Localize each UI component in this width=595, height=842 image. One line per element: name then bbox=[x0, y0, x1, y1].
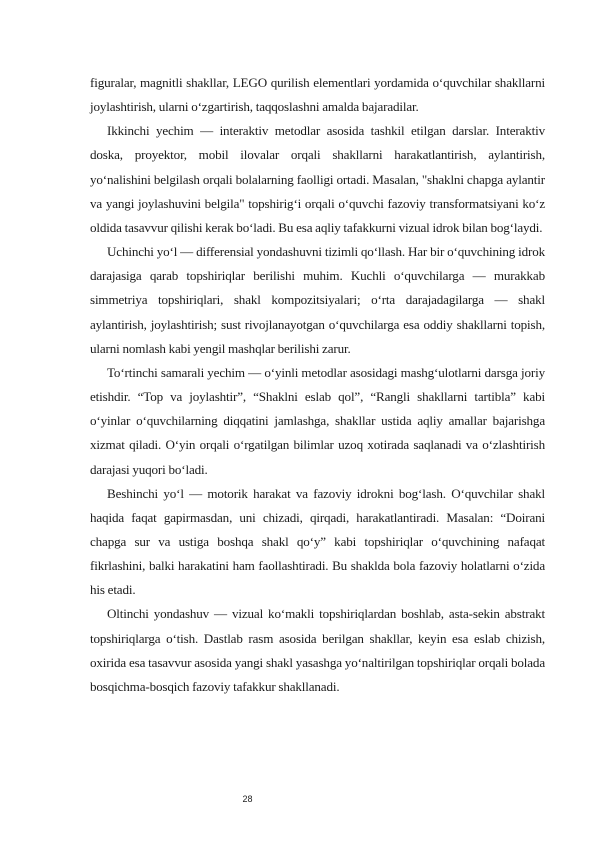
document-body bbox=[90, 71, 545, 699]
paragraph-sixth-approach: Oltinchi yondashuv — vizual ko‘makli topshiriqlardan boshlab, asta-sekin abstrakt topshiriqlarga o‘tish. Dastlab rasm asosida berilgan shakllar, keyin esa eslab chizish, oxirida esa tasavvur asosida yangi shakl yasashga yo‘naltirilgan topshiriqlar orqali bolada bosqichma-bosqich fazoviy tafakkur shakllanadi. bbox=[90, 606, 545, 694]
page-number: 28 bbox=[242, 794, 253, 804]
paragraph-third-way: Uchinchi yo‘l — differensial yondashuvni tizimli qo‘llash. Har bir o‘quvchining idrok darajasiga qarab topshiriqlar berilishi muhim. Kuchli o‘quvchilarga — murakkab simmetriya topshiriqlari, shakl kompozitsiyalari; o‘rta darajadagilarga — shakl aylantirish, joylashtirish; sust rivojlanayotgan o‘quvchilarga esa oddiy shakllarni topish, ularni nomlash kabi yengil mashqlar berilishi zarur. bbox=[90, 244, 545, 356]
paragraph-fifth-way: Beshinchi yo‘l — motorik harakat va fazoviy idrokni bog‘lash. O‘quvchilar shakl haqida faqat gapirmasdan, uni chizadi, qirqadi, harakatlantiradi. Masalan: “Doirani chapga sur va ustiga boshqa shakl qo‘y” kabi topshiriqlar o‘quvchining nafaqat fikrlashini, balki harakatini ham faollashtiradi. Bu shaklda bola fazoviy holatlarni o‘zida his etadi. bbox=[90, 485, 545, 598]
paragraph-continuation: figuralar, magnitli shakllar, LEGO qurilish elementlari yordamida o‘quvchilar shakllarni joylashtirish, ularni o‘zgartirish, taqqoslashni amalda bajaradilar. bbox=[90, 75, 545, 115]
paragraph-fourth-solution: To‘rtinchi samarali yechim — o‘yinli metodlar asosidagi mashg‘ulotlarni darsga joriy etishdir. “Top va joylashtir”, “Shaklni eslab qol”, “Rangli shakllarni tartibla” kabi o‘yinlar o‘quvchilarning diqqatini jamlashga, shakllar ustida aqliy amallar bajarishga xizmat qiladi. O‘yin orqali o‘rgatilgan bilimlar uzoq xotirada saqlanadi va o‘zlashtirish darajasi yuqori bo‘ladi. bbox=[90, 364, 545, 477]
paragraph-second-solution: Ikkinchi yechim — interaktiv metodlar asosida tashkil etilgan darslar. Interaktiv doska, proyektor, mobil ilovalar orqali shakllarni harakatlantirish, aylantirish, yo‘nalishini belgilash orqali bolalarning faolligi ortadi. Masalan, "shaklni chapga aylantir va yangi joylashuvini belgila" topshirig‘i orqali o‘quvchi fazoviy transformatsiyani ko‘z oldida tasavvur qilishi kerak bo‘ladi. Bu esa aqliy tafakkurni vizual idrok bilan bog‘laydi. bbox=[90, 123, 545, 235]
